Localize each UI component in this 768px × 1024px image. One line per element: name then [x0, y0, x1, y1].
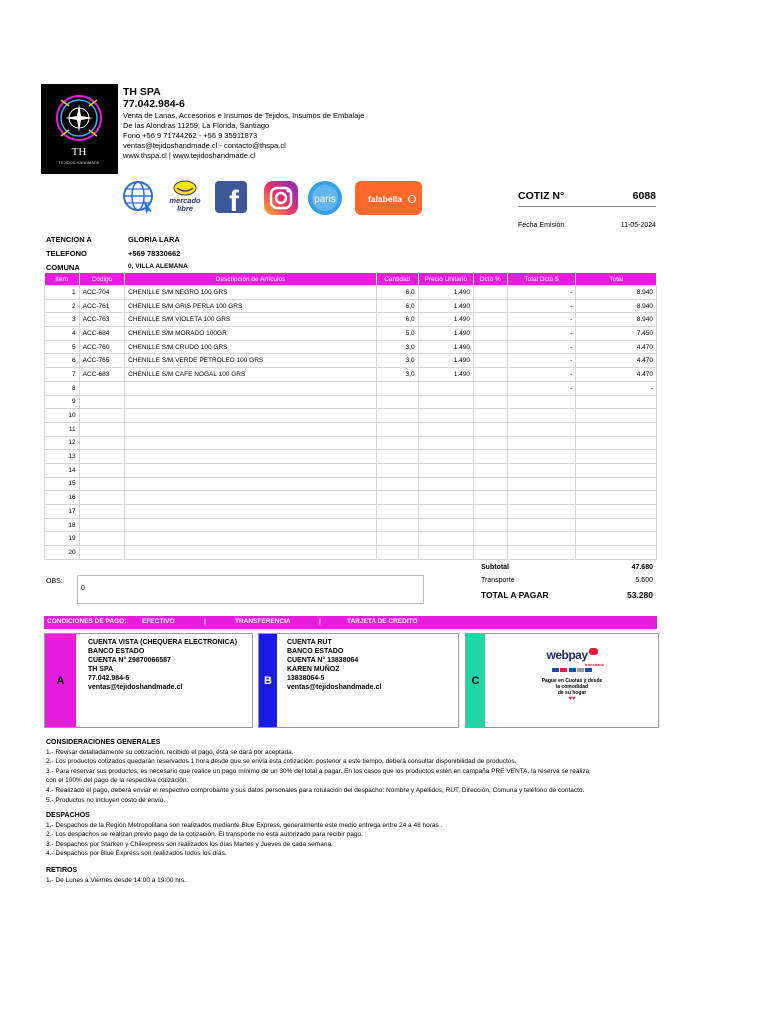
cell-discount-total	[507, 491, 576, 505]
cell-quantity	[376, 505, 418, 519]
cell-item: 8	[45, 381, 80, 395]
bank-b-line: 13838064-5	[287, 675, 325, 682]
cell-discount-pct	[473, 532, 507, 546]
cell-description	[125, 395, 377, 409]
cell-quantity	[376, 463, 418, 477]
issue-date-block	[518, 222, 656, 229]
cell-unit-price	[418, 491, 473, 505]
table-row	[45, 546, 657, 560]
cell-item: 19	[45, 532, 80, 546]
bank-b-line: CUENTA N° 13838064	[287, 657, 359, 664]
cell-unit-price	[418, 409, 473, 423]
webpay-logo: webpay	[487, 648, 657, 662]
table-row	[45, 286, 657, 300]
cell-code	[79, 491, 125, 505]
condition-line: 1.- Revisar detalladamente su cotización, recibido el pago, ésta se dará por aceptada.	[46, 748, 294, 756]
bank-account-b	[258, 633, 459, 728]
cell-quantity: 6,0	[376, 313, 418, 327]
cell-discount-total	[507, 463, 576, 477]
cell-item: 18	[45, 518, 80, 532]
pickup-title: RETIROS	[46, 867, 78, 874]
cell-unit-price	[418, 463, 473, 477]
cell-unit-price	[418, 477, 473, 491]
bank-a-line: ventas@tejidoshandmade.cl	[88, 684, 183, 691]
cell-total	[576, 532, 657, 546]
cell-description	[125, 381, 377, 395]
cell-item: 12	[45, 436, 80, 450]
attn-value: GLORIA LARA	[128, 235, 180, 244]
cell-description: CHENILLE S/M VIOLETA 100 GRS	[125, 313, 377, 327]
cell-quantity	[376, 450, 418, 464]
bank-a-details	[88, 638, 237, 692]
table-row	[45, 354, 657, 368]
cell-discount-total	[507, 409, 576, 423]
cell-discount-total	[507, 436, 576, 450]
shipping-line: 4.- Despachos por Blue Express son realizados todos los días.	[46, 850, 227, 858]
quote-number: 6088	[632, 190, 656, 202]
cell-discount-pct	[473, 422, 507, 436]
col-header-quantity: Cantidad	[376, 273, 418, 286]
condition-line: 4.- Realizado el pago, deberá enviar el respectivo comprobante y sus datos personales para rotulación del despacho: Nombre y Apellidos, RUT, Dirección, Comuna y teléfono de contacto.	[46, 786, 585, 794]
cell-discount-total	[507, 422, 576, 436]
table-row	[45, 491, 657, 505]
cell-description	[125, 463, 377, 477]
bank-a-line: BANCO ESTADO	[88, 648, 145, 655]
cell-total	[576, 477, 657, 491]
cell-unit-price	[418, 518, 473, 532]
cell-discount-total	[507, 450, 576, 464]
quote-label: COTIZ N°	[518, 190, 565, 202]
table-row	[45, 477, 657, 491]
cell-code	[79, 436, 125, 450]
cell-discount-total: -	[507, 313, 576, 327]
cell-total	[576, 463, 657, 477]
payment-transfer: TRANSFERENCIA	[235, 618, 291, 625]
cell-description	[125, 505, 377, 519]
pickup-conditions	[46, 866, 666, 885]
cell-discount-pct	[473, 286, 507, 300]
mercado-libre-icon[interactable]	[165, 180, 205, 216]
attn-label: ATENCION A	[46, 235, 92, 244]
cell-quantity: 6,0	[376, 299, 418, 313]
bank-b-line: CUENTA RUT	[287, 639, 332, 646]
cell-unit-price	[418, 395, 473, 409]
phone-value: +569 78330662	[128, 249, 181, 258]
cell-unit-price	[418, 436, 473, 450]
webpay-text: de su hogar	[557, 690, 587, 696]
svg-text:paris: paris	[314, 194, 336, 205]
transport-row	[481, 577, 656, 584]
table-row	[45, 463, 657, 477]
shipping-conditions	[46, 811, 666, 859]
webpay-text: la comodidad	[555, 684, 589, 690]
cell-total	[576, 422, 657, 436]
transport-label: Transporte	[481, 577, 515, 584]
table-row	[45, 327, 657, 341]
company-line: Venta de Lanas, Accesorios e Insumos de Tejidos, Insumos de Embalaje	[123, 111, 365, 120]
table-row	[45, 299, 657, 313]
company-rut: 77.042.984-6	[123, 98, 185, 110]
table-row	[45, 532, 657, 546]
table-row	[45, 518, 657, 532]
obs-label: OBS:	[46, 578, 63, 585]
col-header-item: Item	[45, 273, 80, 286]
cell-description	[125, 436, 377, 450]
cell-item: 3	[45, 313, 80, 327]
bank-b-line: ventas@tejidoshandmade.cl	[287, 684, 382, 691]
col-header-total: Total	[576, 273, 657, 286]
cell-unit-price: 1.490	[418, 313, 473, 327]
facebook-icon[interactable]	[214, 180, 248, 216]
payment-credit-card: TARJETA DE CREDITO	[347, 618, 418, 625]
table-row	[45, 422, 657, 436]
cell-total	[576, 491, 657, 505]
company-info	[123, 86, 364, 161]
cell-unit-price: 1.490	[418, 286, 473, 300]
table-header-row	[45, 273, 657, 286]
cell-unit-price: 1.490	[418, 340, 473, 354]
cell-discount-pct	[473, 327, 507, 341]
subtotal-value: 47.680	[631, 564, 653, 571]
cell-unit-price: 1.490	[418, 368, 473, 382]
cell-discount-pct	[473, 368, 507, 382]
cell-discount-total: -	[507, 381, 576, 395]
condition-line: 5.- Productos no incluyen costo de envío.	[46, 796, 166, 804]
cell-item: 1	[45, 286, 80, 300]
cell-item: 10	[45, 409, 80, 423]
quote-number-block	[518, 190, 656, 202]
cell-code	[79, 395, 125, 409]
cell-discount-total: -	[507, 286, 576, 300]
company-logo	[41, 84, 118, 174]
subtotal-label: Subtotal	[481, 564, 509, 571]
cell-total	[576, 450, 657, 464]
cell-discount-pct	[473, 313, 507, 327]
cell-quantity	[376, 532, 418, 546]
comuna-value: 0, VILLA ALEMANA	[128, 263, 188, 270]
general-conditions	[46, 738, 666, 805]
cell-discount-pct	[473, 546, 507, 560]
cell-discount-total	[507, 477, 576, 491]
cell-item: 7	[45, 368, 80, 382]
cell-item: 4	[45, 327, 80, 341]
cell-total	[576, 505, 657, 519]
cell-unit-price	[418, 532, 473, 546]
cell-item: 6	[45, 354, 80, 368]
col-header-description: Descripción de Artículos	[125, 273, 377, 286]
falabella-icon[interactable]	[354, 180, 423, 216]
bank-b-line: KAREN MUÑOZ	[287, 666, 340, 673]
condition-line: 2.- Los productos cotizados quedarán reservados 1 hora desde que se envía esta cotización; posterior a este tiempo, deberá consultar disponibilidad de productos.	[46, 758, 517, 766]
cell-discount-pct	[473, 491, 507, 505]
instagram-icon[interactable]	[263, 180, 299, 216]
cell-description	[125, 532, 377, 546]
cell-quantity	[376, 381, 418, 395]
company-address: De las Alondras 11259, La Florida, Santiago	[123, 121, 270, 130]
cell-unit-price: 1.490	[418, 354, 473, 368]
bank-account-a	[44, 633, 253, 728]
cell-discount-pct	[473, 381, 507, 395]
cell-discount-total	[507, 395, 576, 409]
cell-total	[576, 436, 657, 450]
cell-total	[576, 546, 657, 560]
cell-discount-total	[507, 546, 576, 560]
cell-code	[79, 422, 125, 436]
company-phone: Fono +56 9 71744262 - +56 9 35911873	[123, 131, 258, 140]
col-header-discount-total: Total Dcto $	[507, 273, 576, 286]
bank-a-line: TH SPA	[88, 666, 114, 673]
paris-icon[interactable]	[307, 180, 343, 216]
cell-unit-price: 1.490	[418, 327, 473, 341]
payment-separator: |	[319, 618, 321, 625]
cell-code: ACC-684	[79, 327, 125, 341]
company-web: www.thspa.cl | www.tejidoshandmade.cl	[123, 151, 256, 160]
cell-discount-total: -	[507, 354, 576, 368]
cell-total	[576, 518, 657, 532]
table-row	[45, 450, 657, 464]
cell-discount-pct	[473, 505, 507, 519]
table-row	[45, 505, 657, 519]
cell-description	[125, 491, 377, 505]
cell-discount-total: -	[507, 299, 576, 313]
transport-value: 5.600	[635, 577, 653, 584]
cell-description: CHENILLE S/M GRIS PERLA 100 GRS	[125, 299, 377, 313]
table-row	[45, 313, 657, 327]
items-table	[44, 273, 657, 560]
cell-item: 5	[45, 340, 80, 354]
cell-item: 17	[45, 505, 80, 519]
svg-text:falabella: falabella	[367, 194, 403, 204]
cell-discount-pct	[473, 436, 507, 450]
svg-text:TEJIDOS HANDMADE: TEJIDOS HANDMADE	[58, 160, 100, 165]
table-row	[45, 409, 657, 423]
cell-code	[79, 505, 125, 519]
cell-discount-total	[507, 505, 576, 519]
table-row	[45, 368, 657, 382]
payment-conditions-bar	[44, 616, 657, 629]
bank-b-details	[287, 638, 381, 692]
cell-total: 8.940	[576, 313, 657, 327]
cell-item: 11	[45, 422, 80, 436]
cell-unit-price	[418, 505, 473, 519]
cell-code	[79, 409, 125, 423]
phone-label: TELEFONO	[46, 249, 87, 258]
col-header-code: Código	[79, 273, 125, 286]
card-logos	[487, 668, 657, 674]
cell-item: 14	[45, 463, 80, 477]
cell-description	[125, 422, 377, 436]
bank-a-line: CUENTA VISTA (CHEQUERA ELECTRONICA)	[88, 639, 238, 646]
cell-code	[79, 381, 125, 395]
cell-quantity	[376, 409, 418, 423]
payment-option-c	[465, 633, 659, 728]
cell-code: ACC-683	[79, 368, 125, 382]
cell-discount-pct	[473, 395, 507, 409]
cell-discount-pct	[473, 354, 507, 368]
client-phone-row	[46, 249, 181, 258]
cell-unit-price: 1.490	[418, 299, 473, 313]
cell-item: 15	[45, 477, 80, 491]
cell-total: -	[576, 381, 657, 395]
cell-discount-total: -	[507, 327, 576, 341]
cell-discount-pct	[473, 340, 507, 354]
cell-item: 9	[45, 395, 80, 409]
issue-date: 11-05-2024	[620, 222, 656, 229]
shipping-line: 2.- Los despachos se realizan previo pago de la cotización. El transporte no está autorizado para recibir pago.	[46, 831, 363, 839]
cell-code: ACC-760	[79, 340, 125, 354]
cell-discount-pct	[473, 299, 507, 313]
cell-code	[79, 450, 125, 464]
subtotal-row	[481, 564, 656, 571]
cell-item: 20	[45, 546, 80, 560]
cell-item: 2	[45, 299, 80, 313]
total-value: 53.280	[627, 590, 653, 600]
cell-code	[79, 546, 125, 560]
cell-discount-total: -	[507, 340, 576, 354]
shipping-line: 1.- Despachos de la Región Metropolitana son realizados mediante Blue Express, generalmente este medio entrega entre 24 a 48 horas .	[46, 821, 443, 829]
cell-total	[576, 395, 657, 409]
bank-tag-c: C	[466, 634, 485, 727]
client-attn-row	[46, 235, 180, 244]
col-header-unit-price: Precio Unitario	[418, 273, 473, 286]
col-header-discount-pct: Dcto %	[473, 273, 507, 286]
webpay-text: Pague en Cuotas y desde	[541, 678, 603, 684]
globe-icon[interactable]	[122, 180, 156, 216]
cell-quantity	[376, 491, 418, 505]
cell-quantity: 5,0	[376, 327, 418, 341]
bank-a-line: CUENTA N° 29870066587	[88, 657, 171, 664]
payment-cash: EFECTIVO	[142, 618, 175, 625]
cell-unit-price	[418, 381, 473, 395]
table-row	[45, 381, 657, 395]
company-name: TH SPA	[123, 86, 161, 98]
table-row	[45, 436, 657, 450]
cell-total: 4.470	[576, 368, 657, 382]
table-row	[45, 340, 657, 354]
cell-item: 13	[45, 450, 80, 464]
payment-label: CONDICIONES DE PAGO:	[47, 618, 127, 625]
cell-description	[125, 409, 377, 423]
cell-description: CHENILLE S/M CAFE NOGAL 100 GRS	[125, 368, 377, 382]
svg-text:mercado: mercado	[169, 196, 201, 205]
cell-discount-pct	[473, 463, 507, 477]
cell-quantity: 3,0	[376, 340, 418, 354]
cell-code: ACC-704	[79, 286, 125, 300]
cell-quantity: 3,0	[376, 354, 418, 368]
cell-discount-pct	[473, 409, 507, 423]
cell-code	[79, 463, 125, 477]
cell-discount-total: -	[507, 368, 576, 382]
cell-discount-pct	[473, 477, 507, 491]
cell-quantity	[376, 422, 418, 436]
cell-unit-price	[418, 546, 473, 560]
cell-quantity: 3,0	[376, 368, 418, 382]
cell-discount-total	[507, 518, 576, 532]
svg-text:f: f	[229, 185, 239, 214]
cell-code	[79, 477, 125, 491]
cell-description	[125, 546, 377, 560]
bank-tag-a: A	[45, 634, 76, 727]
cell-total: 7.450	[576, 327, 657, 341]
condition-line: con el 100% del pago de la respectiva cotización.	[46, 777, 189, 785]
cell-code	[79, 532, 125, 546]
cell-quantity	[376, 477, 418, 491]
cell-total	[576, 409, 657, 423]
cell-quantity	[376, 436, 418, 450]
cell-discount-pct	[473, 450, 507, 464]
conditions-title: CONSIDERACIONES GENERALES	[46, 739, 161, 746]
company-email: ventas@tejidoshandmade.cl - contacto@thspa.cl	[123, 141, 286, 150]
condition-line: 3.- Para reservar sus productos, es necesario que realice un pago mínimo de un 30% del total a pagar. En los casos que los productos estén en campaña PRE VENTA, la reserva se realiza	[46, 767, 590, 775]
cell-quantity	[376, 395, 418, 409]
webpay-sub: transbank	[584, 662, 605, 667]
cell-total: 4.470	[576, 340, 657, 354]
cell-discount-total	[507, 532, 576, 546]
cell-description	[125, 477, 377, 491]
cell-code: ACC-765	[79, 354, 125, 368]
cell-description	[125, 518, 377, 532]
cell-item: 16	[45, 491, 80, 505]
cell-description	[125, 450, 377, 464]
cell-discount-pct	[473, 518, 507, 532]
cell-quantity	[376, 518, 418, 532]
logo-mandala-icon	[41, 84, 118, 174]
issue-date-label: Fecha Emisión	[518, 222, 565, 229]
shipping-line: 3.- Despachos por Starken y Chilexpress son realizados los días Martes y Jueves de cada semana.	[46, 840, 333, 848]
svg-text:TH: TH	[71, 146, 87, 158]
client-comuna-row	[46, 263, 188, 272]
total-row	[481, 590, 656, 600]
cell-code: ACC-761	[79, 299, 125, 313]
cell-unit-price	[418, 422, 473, 436]
shipping-title: DESPACHOS	[46, 812, 90, 819]
bank-b-line: BANCO ESTADO	[287, 648, 344, 655]
cell-total: 8.940	[576, 299, 657, 313]
table-row	[45, 395, 657, 409]
cell-total: 8.940	[576, 286, 657, 300]
svg-text:libre: libre	[177, 204, 193, 213]
cell-description: CHENILLE S/M MORADO 100GR	[125, 327, 377, 341]
hearts-icon: ♥♥	[568, 696, 576, 702]
obs-field	[77, 575, 424, 604]
cell-total: 4.470	[576, 354, 657, 368]
cell-description: CHENILLE S/M CRUDO 100 GRS	[125, 340, 377, 354]
cell-code: ACC-763	[79, 313, 125, 327]
bank-tag-b: B	[259, 634, 277, 727]
cell-unit-price	[418, 450, 473, 464]
webpay-panel	[487, 634, 657, 727]
cell-code	[79, 518, 125, 532]
cell-description: CHENILLE S/M VERDE PETROLEO 100 GRS	[125, 354, 377, 368]
bank-a-line: 77.042.984-6	[88, 675, 130, 682]
cell-quantity: 6,0	[376, 286, 418, 300]
payment-separator: |	[204, 618, 206, 625]
pickup-line: 1.- De Lunes a Viernes desde 14:00 a 19:00 hrs.	[46, 876, 187, 884]
comuna-label: COMUNA	[46, 263, 80, 272]
cell-description: CHENILLE S/M NEGRO 100 GRS	[125, 286, 377, 300]
cell-quantity	[376, 546, 418, 560]
total-label: TOTAL A PAGAR	[481, 590, 549, 600]
obs-value: 0	[81, 585, 85, 592]
